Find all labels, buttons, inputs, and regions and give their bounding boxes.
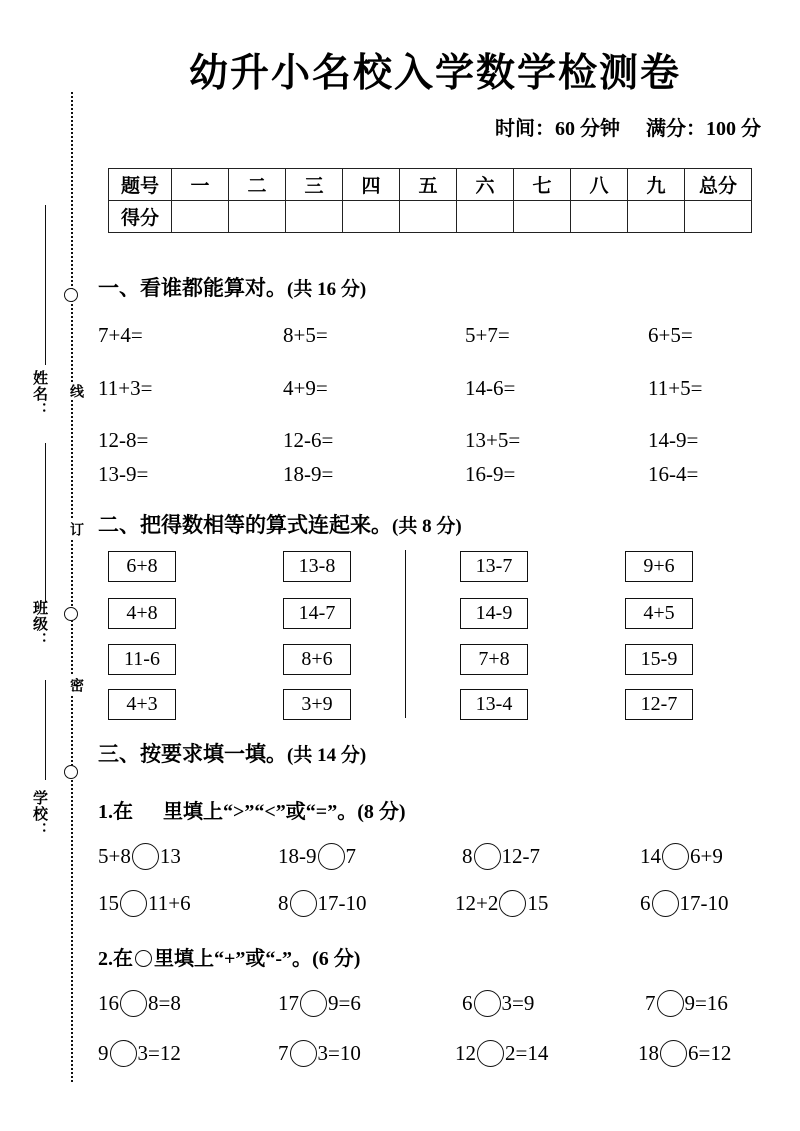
section3-sub2-heading [98,942,360,971]
match-box[interactable]: 13-7 [460,551,528,582]
calc-item: 16-9= [465,462,516,486]
answer-circle[interactable] [318,843,345,870]
operand-right: 9=16 [684,991,728,1015]
calc-item: 12-8= [98,428,149,452]
compare-right: 17-10 [317,891,367,915]
calc-item: 5+7= [465,323,510,347]
calc-item: 18-9= [283,462,334,486]
match-box[interactable]: 3+9 [283,689,351,720]
match-box[interactable]: 9+6 [625,551,693,582]
operand-left: 7 [278,1041,289,1065]
answer-circle[interactable] [499,890,526,917]
answer-circle[interactable] [474,990,501,1017]
score-table-col-9: 九 [628,169,685,201]
match-box[interactable]: 8+6 [283,644,351,675]
answer-circle[interactable] [290,1040,317,1067]
operand-left: 16 [98,991,119,1015]
operator-item[interactable] [638,1040,731,1067]
section2-heading [98,509,462,539]
match-box[interactable]: 4+5 [625,598,693,629]
section1-heading [98,272,366,302]
compare-item[interactable] [278,890,367,917]
calc-item: 13+5= [465,428,521,452]
seal-dotted-line [71,92,73,1082]
sub1-suffix: 里填上“>”“<”或“=”。 [163,801,358,823]
score-cell-1[interactable] [172,201,229,233]
match-box[interactable]: 4+3 [108,689,176,720]
page-title: 幼升小名校入学数学检测卷 [188,52,681,95]
calc-item: 8+5= [283,323,328,347]
field-label-name: 姓名： [31,370,47,418]
operand-right: 9=6 [328,991,361,1015]
total-label: 满分： [646,118,706,140]
calc-item: 4+9= [283,376,328,400]
operand-left: 12 [455,1041,476,1065]
field-label-class: 班级： [31,600,47,648]
time-value: 60 分钟 [555,118,620,140]
operand-right: 2=14 [505,1041,549,1065]
operator-item[interactable] [278,1040,361,1067]
score-table [108,168,752,233]
operand-right: 6=12 [688,1041,732,1065]
calc-item: 13-9= [98,462,149,486]
compare-item[interactable] [98,843,181,870]
compare-right: 17-10 [679,891,729,915]
answer-circle[interactable] [120,890,147,917]
sub1-prefix: 1.在 [98,801,133,823]
answer-circle[interactable] [660,1040,687,1067]
compare-left: 15 [98,891,119,915]
operand-right: 3=10 [317,1041,361,1065]
match-box[interactable]: 4+8 [108,598,176,629]
score-table-col-8: 八 [571,169,628,201]
compare-left: 8 [462,844,473,868]
match-box[interactable]: 15-9 [625,644,693,675]
answer-circle[interactable] [662,843,689,870]
section3-title: 三、按要求填一填。 [98,742,287,766]
calc-item: 6+5= [648,323,693,347]
operator-item[interactable] [455,1040,548,1067]
operand-left: 6 [462,991,473,1015]
score-cell-6[interactable] [457,201,514,233]
section3-sub1-heading [98,795,406,824]
calc-item: 12-6= [283,428,334,452]
compare-left: 18-9 [278,844,317,868]
compare-right: 7 [345,844,356,868]
match-box[interactable]: 12-7 [625,689,693,720]
operand-left: 18 [638,1041,659,1065]
score-cell-total[interactable] [685,201,752,233]
score-table-col-1: 一 [172,169,229,201]
seal-strip [0,0,105,1131]
calc-item: 16-4= [648,462,699,486]
table-row-header [109,169,752,201]
compare-left: 14 [640,844,661,868]
school-field-rule [45,680,46,780]
score-cell-9[interactable] [628,201,685,233]
match-box[interactable]: 13-4 [460,689,528,720]
answer-circle[interactable] [110,1040,137,1067]
answer-circle[interactable] [657,990,684,1017]
operand-right: 3=12 [137,1041,181,1065]
seal-mark-ding: 订 [62,520,82,538]
sub2-prefix: 2.在 [98,948,133,970]
score-table-col-4: 四 [343,169,400,201]
seal-mark-mi: 密 [62,676,82,694]
score-table-col-7: 七 [514,169,571,201]
compare-item[interactable] [98,890,191,917]
compare-right: 6+9 [690,844,723,868]
match-box[interactable]: 14-7 [283,598,351,629]
seal-circle-2 [64,607,78,621]
score-cell-3[interactable] [286,201,343,233]
circle-icon [135,950,152,967]
score-cell-2[interactable] [229,201,286,233]
name-field-rule [45,205,46,365]
operand-right: 3=9 [501,991,535,1015]
match-box[interactable]: 14-9 [460,598,528,629]
field-label-school: 学校： [31,790,47,838]
match-box[interactable]: 11-6 [108,644,176,675]
compare-left: 12+2 [455,891,499,915]
operator-item[interactable] [462,990,534,1017]
compare-item[interactable] [462,843,540,870]
answer-circle[interactable] [300,990,327,1017]
score-cell-7[interactable] [514,201,571,233]
operand-left: 17 [278,991,299,1015]
score-table-row-label-0: 题号 [109,169,172,201]
score-table-col-total: 总分 [685,169,752,201]
calc-item: 7+4= [98,323,143,347]
compare-item[interactable] [640,843,723,870]
match-column-divider [405,550,406,718]
answer-circle[interactable] [290,890,317,917]
total-value: 100 分 [706,118,761,140]
sub2-points: (6 分) [312,948,361,970]
section2-points: (共 8 分) [392,516,462,537]
seal-circle-1 [64,288,78,302]
section3-heading [98,738,366,768]
answer-circle[interactable] [652,890,679,917]
compare-right: 12-7 [501,844,540,868]
sub1-points: (8 分) [357,801,406,823]
answer-circle[interactable] [120,990,147,1017]
compare-right: 13 [159,844,181,868]
answer-circle[interactable] [474,843,501,870]
score-table-col-6: 六 [457,169,514,201]
section3-points: (共 14 分) [287,745,367,766]
calc-item: 14-9= [648,428,699,452]
operator-item[interactable] [278,990,361,1017]
compare-left: 6 [640,891,651,915]
operator-item[interactable] [98,990,181,1017]
calc-item: 11+3= [98,376,153,400]
compare-item[interactable] [455,890,548,917]
score-table-col-5: 五 [400,169,457,201]
compare-left: 8 [278,891,289,915]
answer-circle[interactable] [477,1040,504,1067]
score-table-col-3: 三 [286,169,343,201]
seal-mark-xian: 线 [62,382,82,400]
time-label: 时间： [495,118,555,140]
match-box[interactable]: 7+8 [460,644,528,675]
score-table-col-2: 二 [229,169,286,201]
seal-circle-3 [64,765,78,779]
class-field-rule [45,443,46,603]
score-cell-5[interactable] [400,201,457,233]
match-box[interactable]: 6+8 [108,551,176,582]
section2-title: 二、把得数相等的算式连起来。 [98,513,392,537]
match-box[interactable]: 13-8 [283,551,351,582]
compare-item[interactable] [278,843,356,870]
score-cell-4[interactable] [343,201,400,233]
section1-points: (共 16 分) [287,279,367,300]
operator-item[interactable] [98,1040,181,1067]
section1-title: 一、看谁都能算对。 [98,276,287,300]
operator-item[interactable] [645,990,728,1017]
table-row-scores [109,201,752,233]
calc-item: 11+5= [648,376,703,400]
score-table-row-label-1: 得分 [109,201,172,233]
compare-item[interactable] [640,890,729,917]
sub2-suffix: 里填上“+”或“-”。 [154,948,313,970]
exam-meta [105,112,777,141]
compare-right: 15 [527,891,549,915]
answer-circle[interactable] [132,843,159,870]
operand-right: 8=8 [148,991,181,1015]
compare-right: 11+6 [148,891,191,915]
calc-item: 14-6= [465,376,516,400]
operand-left: 7 [645,991,656,1015]
operand-left: 9 [98,1041,109,1065]
score-cell-8[interactable] [571,201,628,233]
compare-left: 5+8 [98,844,131,868]
